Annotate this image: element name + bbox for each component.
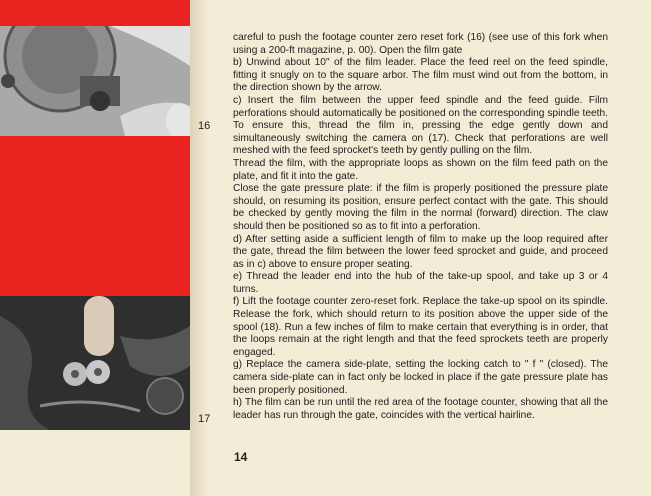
page-number: 14: [234, 450, 248, 464]
figure-16-photo: [0, 26, 190, 136]
paragraph: d) After setting aside a sufficient length of film to make up the loop required after the gate, thread the film between the lower feed sprocket and guide, and proceed as in c) above to ensure proper seating.: [233, 233, 608, 270]
figure-17-photo: [0, 296, 190, 430]
paragraph: f) Lift the footage counter zero-reset fork. Replace the take-up spool on its spindle. Release the fork, which should return to its position above the upper side of the spool (18). Run a few inches of film to make certain that everything is in order, that the loops remain at the right length and that the feed sprockets teeth are properly engaged.: [233, 296, 608, 358]
paragraph: g) Replace the camera side-plate, setting the locking catch to " f " (closed). The camera side-plate can in fact only be locked in place if the gate pressure plate has been properly positioned.: [233, 359, 608, 396]
paragraph: h) The film can be run until the red area of the footage counter, showing that all the leader has run through the gate, coincides with the vertical hairline.: [233, 397, 608, 421]
figure-label-16: 16: [198, 120, 211, 132]
figure-label-17: 17: [198, 413, 211, 425]
threading-film-illustration: [0, 296, 190, 430]
paragraph: careful to push the footage counter zero reset fork (16) (see use of this fork when using a 200-ft magazine, p. 00). Open the film gate: [233, 32, 608, 56]
paragraph: Close the gate pressure plate: if the film is properly positioned the pressure plate should, on resuming its position, ensure perfect contact with the gate. This should be checked by gently moving the film in the normal (forward) direction. The claw should then be positioned so as to fit into a perforation.: [233, 183, 608, 232]
red-left-page: [0, 0, 190, 496]
paragraph: c) Insert the film between the upper feed spindle and the feed guide. Film perforations should automatically be positioned on the corresponding spindle teeth. To ensure this, thread the film in, pressing the edge gently down and simultaneously switching the camera on (17). Check that perforations are well meshed with the feed sprocket's teeth by gently pulling on the film.: [233, 94, 608, 157]
paragraph: e) Thread the leader end into the hub of the take-up spool, and take up 3 or 4 turns.: [233, 271, 608, 295]
camera-feed-spindle-illustration: [0, 26, 190, 136]
page-margin: [0, 430, 190, 496]
paragraph: b) Unwind about 10" of the film leader. Place the feed reel on the feed spindle, fitting it snugly on to the square arbor. The film must wind out from the bottom, in the direction shown by the arrow.: [233, 57, 608, 94]
instructions-text: [233, 32, 608, 422]
paragraph: Thread the film, with the appropriate loops as shown on the film feed path on the plate, and fit it into the gate.: [233, 157, 608, 182]
